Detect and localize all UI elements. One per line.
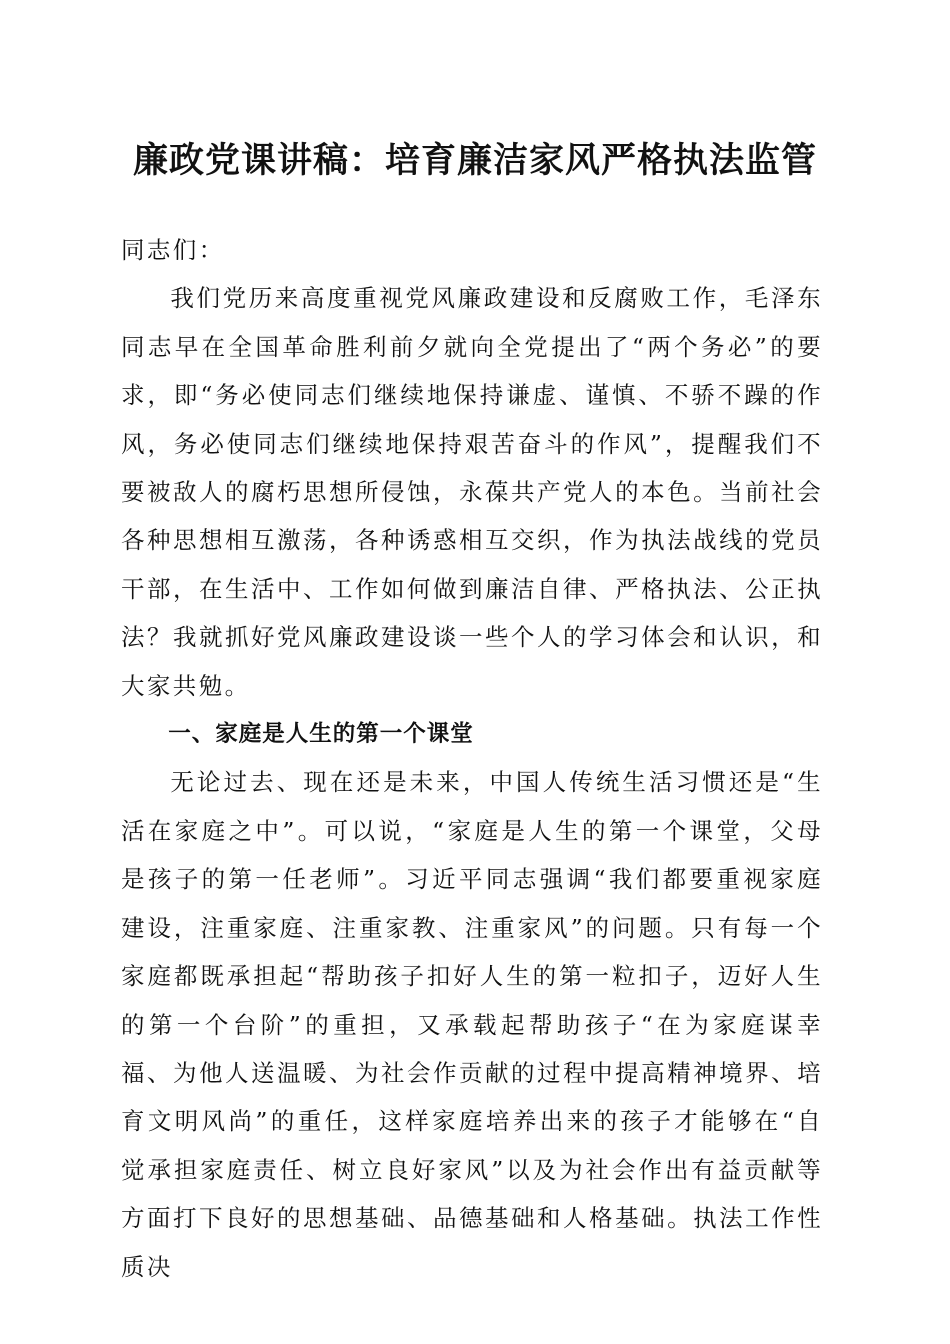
document-title: 廉政党课讲稿：培育廉洁家风严格执法监管 <box>132 141 817 181</box>
section-heading-1: 一、家庭是人生的第一个课堂 <box>168 721 474 748</box>
section-1-paragraph: 无论过去、现在还是未来，中国人传统生活习惯还是“生活在家庭之中”。可以说，“家庭是人生的第一个课堂，父母是孩子的第一任老师”。习近平同志强调“我们都要重视家庭建设，注重家庭、注重家教、注重家风”的问题。只有每一个家庭都既承担起“帮助孩子扣好人生的第一粒扣子，迈好人生的第一个台阶”的重担，又承载起帮助孩子“在为家庭谋幸福、为他人送温暖、为社会作贡献的过程中提高精神境界、培育文明风尚”的重任，这样家庭培养出来的孩子才能够在“自觉承担家庭责任、树立良好家风”以及为社会作出有益贡献等方面打下良好的思想基础、品德基础和人格基础。执法工作性质决 <box>121 768 823 1281</box>
document-body <box>121 226 823 1291</box>
intro-paragraph: 我们党历来高度重视党风廉政建设和反腐败工作，毛泽东同志早在全国革命胜利前夕就向全党提出了“两个务必”的要求，即“务必使同志们继续地保持谦虚、谨慎、不骄不躁的作风，务必使同志们继续地保持艰苦奋斗的作风”，提醒我们不要被敌人的腐朽思想所侵蚀，永葆共产党人的本色。当前社会各种思想相互激荡，各种诱惑相互交织，作为执法战线的党员干部，在生活中、工作如何做到廉洁自律、严格执法、公正执法？我就抓好党风廉政建设谈一些个人的学习体会和认识，和大家共勉。 <box>121 284 823 700</box>
salutation: 同志们： <box>121 236 225 264</box>
